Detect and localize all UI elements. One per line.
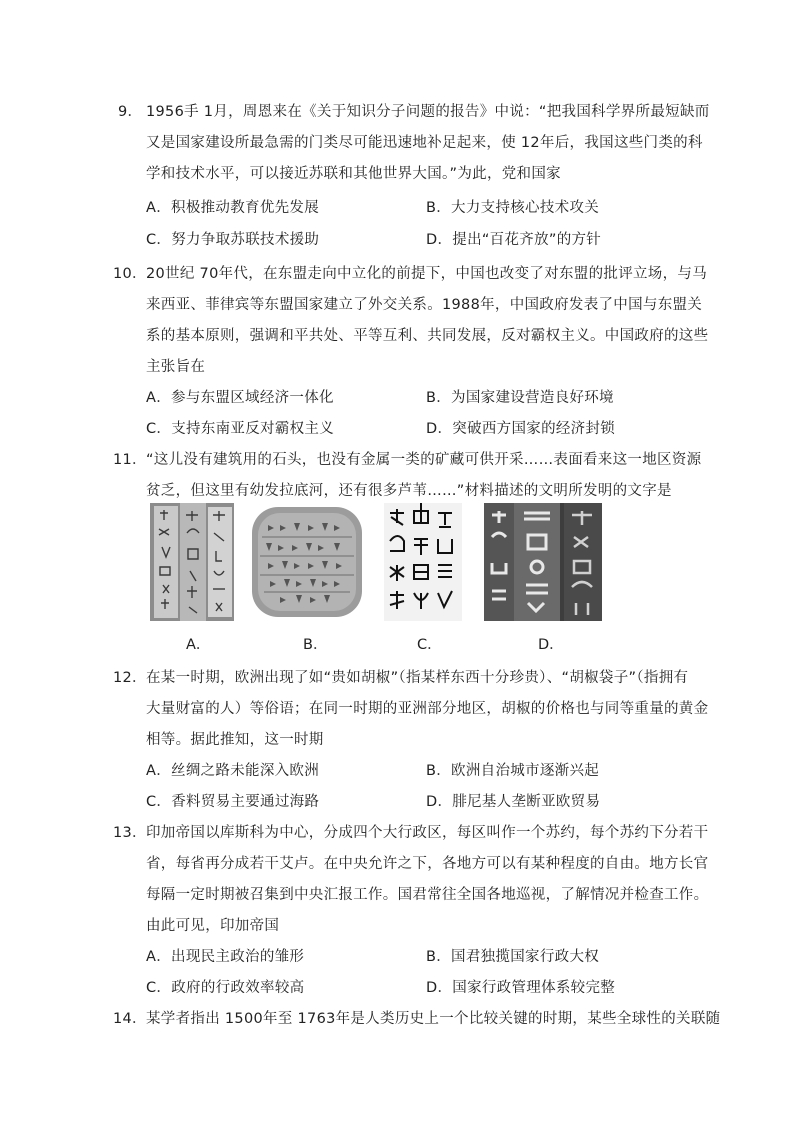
question-number: 10． (113, 266, 147, 282)
question-number: 14． (113, 1011, 147, 1027)
cuneiform-clay-tablet-image (246, 503, 368, 621)
option-d: D．腓尼基人垄断亚欧贸易 (426, 794, 601, 810)
question-11-images (0, 503, 794, 653)
question-number: 11． (113, 452, 147, 468)
question-text-line: 相等。据此推知，这一时期 (146, 732, 324, 748)
question-text-line: 每隔一定时期被召集到中央汇报工作。国君常往全国各地巡视，了解情况并检查工作。 (146, 887, 709, 903)
option-b: B．大力支持核心技术攻关 (426, 200, 600, 216)
question-text-line: 来西亚、菲律宾等东盟国家建立了外交关系。1988年，中国政府发表了中国与东盟关 (146, 297, 703, 313)
question-text-line: 大量财富的人）等俗语；在同一时期的亚洲部分地区，胡椒的价格也与同等重量的黄金 (146, 701, 709, 717)
option-a: A．出现民主政治的雏形 (146, 949, 305, 965)
option-b: B．欧洲自治城市逐渐兴起 (426, 763, 600, 779)
image-label-b: B． (303, 637, 328, 653)
question-text-line: 省，每省再分成若干艾卢。在中央允许之下，各地方可以有某种程度的自由。地方长官 (146, 856, 709, 872)
question-number: 13． (113, 825, 147, 841)
question-text-line: 某学者指出 1500年至 1763年是人类历史上一个比较关键的时期，某些全球性的关联随 (146, 1011, 721, 1027)
option-a: A．参与东盟区域经济一体化 (146, 390, 334, 406)
option-c: C．努力争取苏联技术援助 (146, 232, 320, 248)
image-label-a: A． (186, 637, 211, 653)
option-c: C．政府的行政效率较高 (146, 980, 305, 996)
question-text-line: 系的基本原则，强调和平共处、平等互利、共同发展，反对霸权主义。中国政府的这些 (146, 328, 709, 344)
question-text-line: 贫乏，但这里有幼发拉底河，还有很多芦苇……”材料描述的文明所发明的文字是 (146, 483, 672, 499)
image-label-c: C． (417, 637, 442, 653)
question-number: 12． (113, 670, 147, 686)
option-d: D．国家行政管理体系较完整 (426, 980, 616, 996)
question-text-line: 在某一时期，欧洲出现了如“贵如胡椒”（指某样东西十分珍贵）、“胡椒袋子”（指拥有 (146, 670, 689, 686)
oracle-bone-script-image (150, 503, 234, 621)
hieroglyph-inscription-image (484, 503, 602, 621)
option-d: D．突破西方国家的经济封锁 (426, 421, 616, 437)
image-label-d: D． (538, 637, 564, 653)
option-c: C．支持东南亚反对霸权主义 (146, 421, 335, 437)
option-a: A．积极推动教育优先发展 (146, 200, 320, 216)
question-text-line: 学和技术水平，可以接近苏联和其他世界大国。”为此，党和国家 (146, 166, 561, 182)
option-d: D．提出“百花齐放”的方针 (426, 232, 602, 248)
chinese-seal-script-image (384, 503, 462, 621)
question-number: 9． (118, 104, 143, 120)
question-text-line: 由此可见，印加帝国 (146, 918, 280, 934)
question-text-line: 20世纪 70年代，在东盟走向中立化的前提下，中国也改变了对东盟的批评立场，与马 (146, 266, 708, 282)
option-b: B．国君独揽国家行政大权 (426, 949, 600, 965)
question-text-line: 主张旨在 (146, 359, 206, 375)
option-a: A．丝绸之路未能深入欧洲 (146, 763, 320, 779)
question-text-line: 1956手 1月，周恩来在《关于知识分子问题的报告》中说：“把我国科学界所最短缺而 (146, 104, 710, 120)
question-text-line: 又是国家建设所最急需的门类尽可能迅速地补足起来，使 12年后，我国这些门类的科 (146, 135, 703, 151)
option-c: C．香料贸易主要通过海路 (146, 794, 320, 810)
option-b: B．为国家建设营造良好环境 (426, 390, 614, 406)
question-text-line: 印加帝国以库斯科为中心，分成四个大行政区，每区叫作一个苏约，每个苏约下分若干 (146, 825, 709, 841)
question-text-line: “这儿没有建筑用的石头，也没有金属一类的矿藏可供开采……表面看来这一地区资源 (146, 452, 702, 468)
